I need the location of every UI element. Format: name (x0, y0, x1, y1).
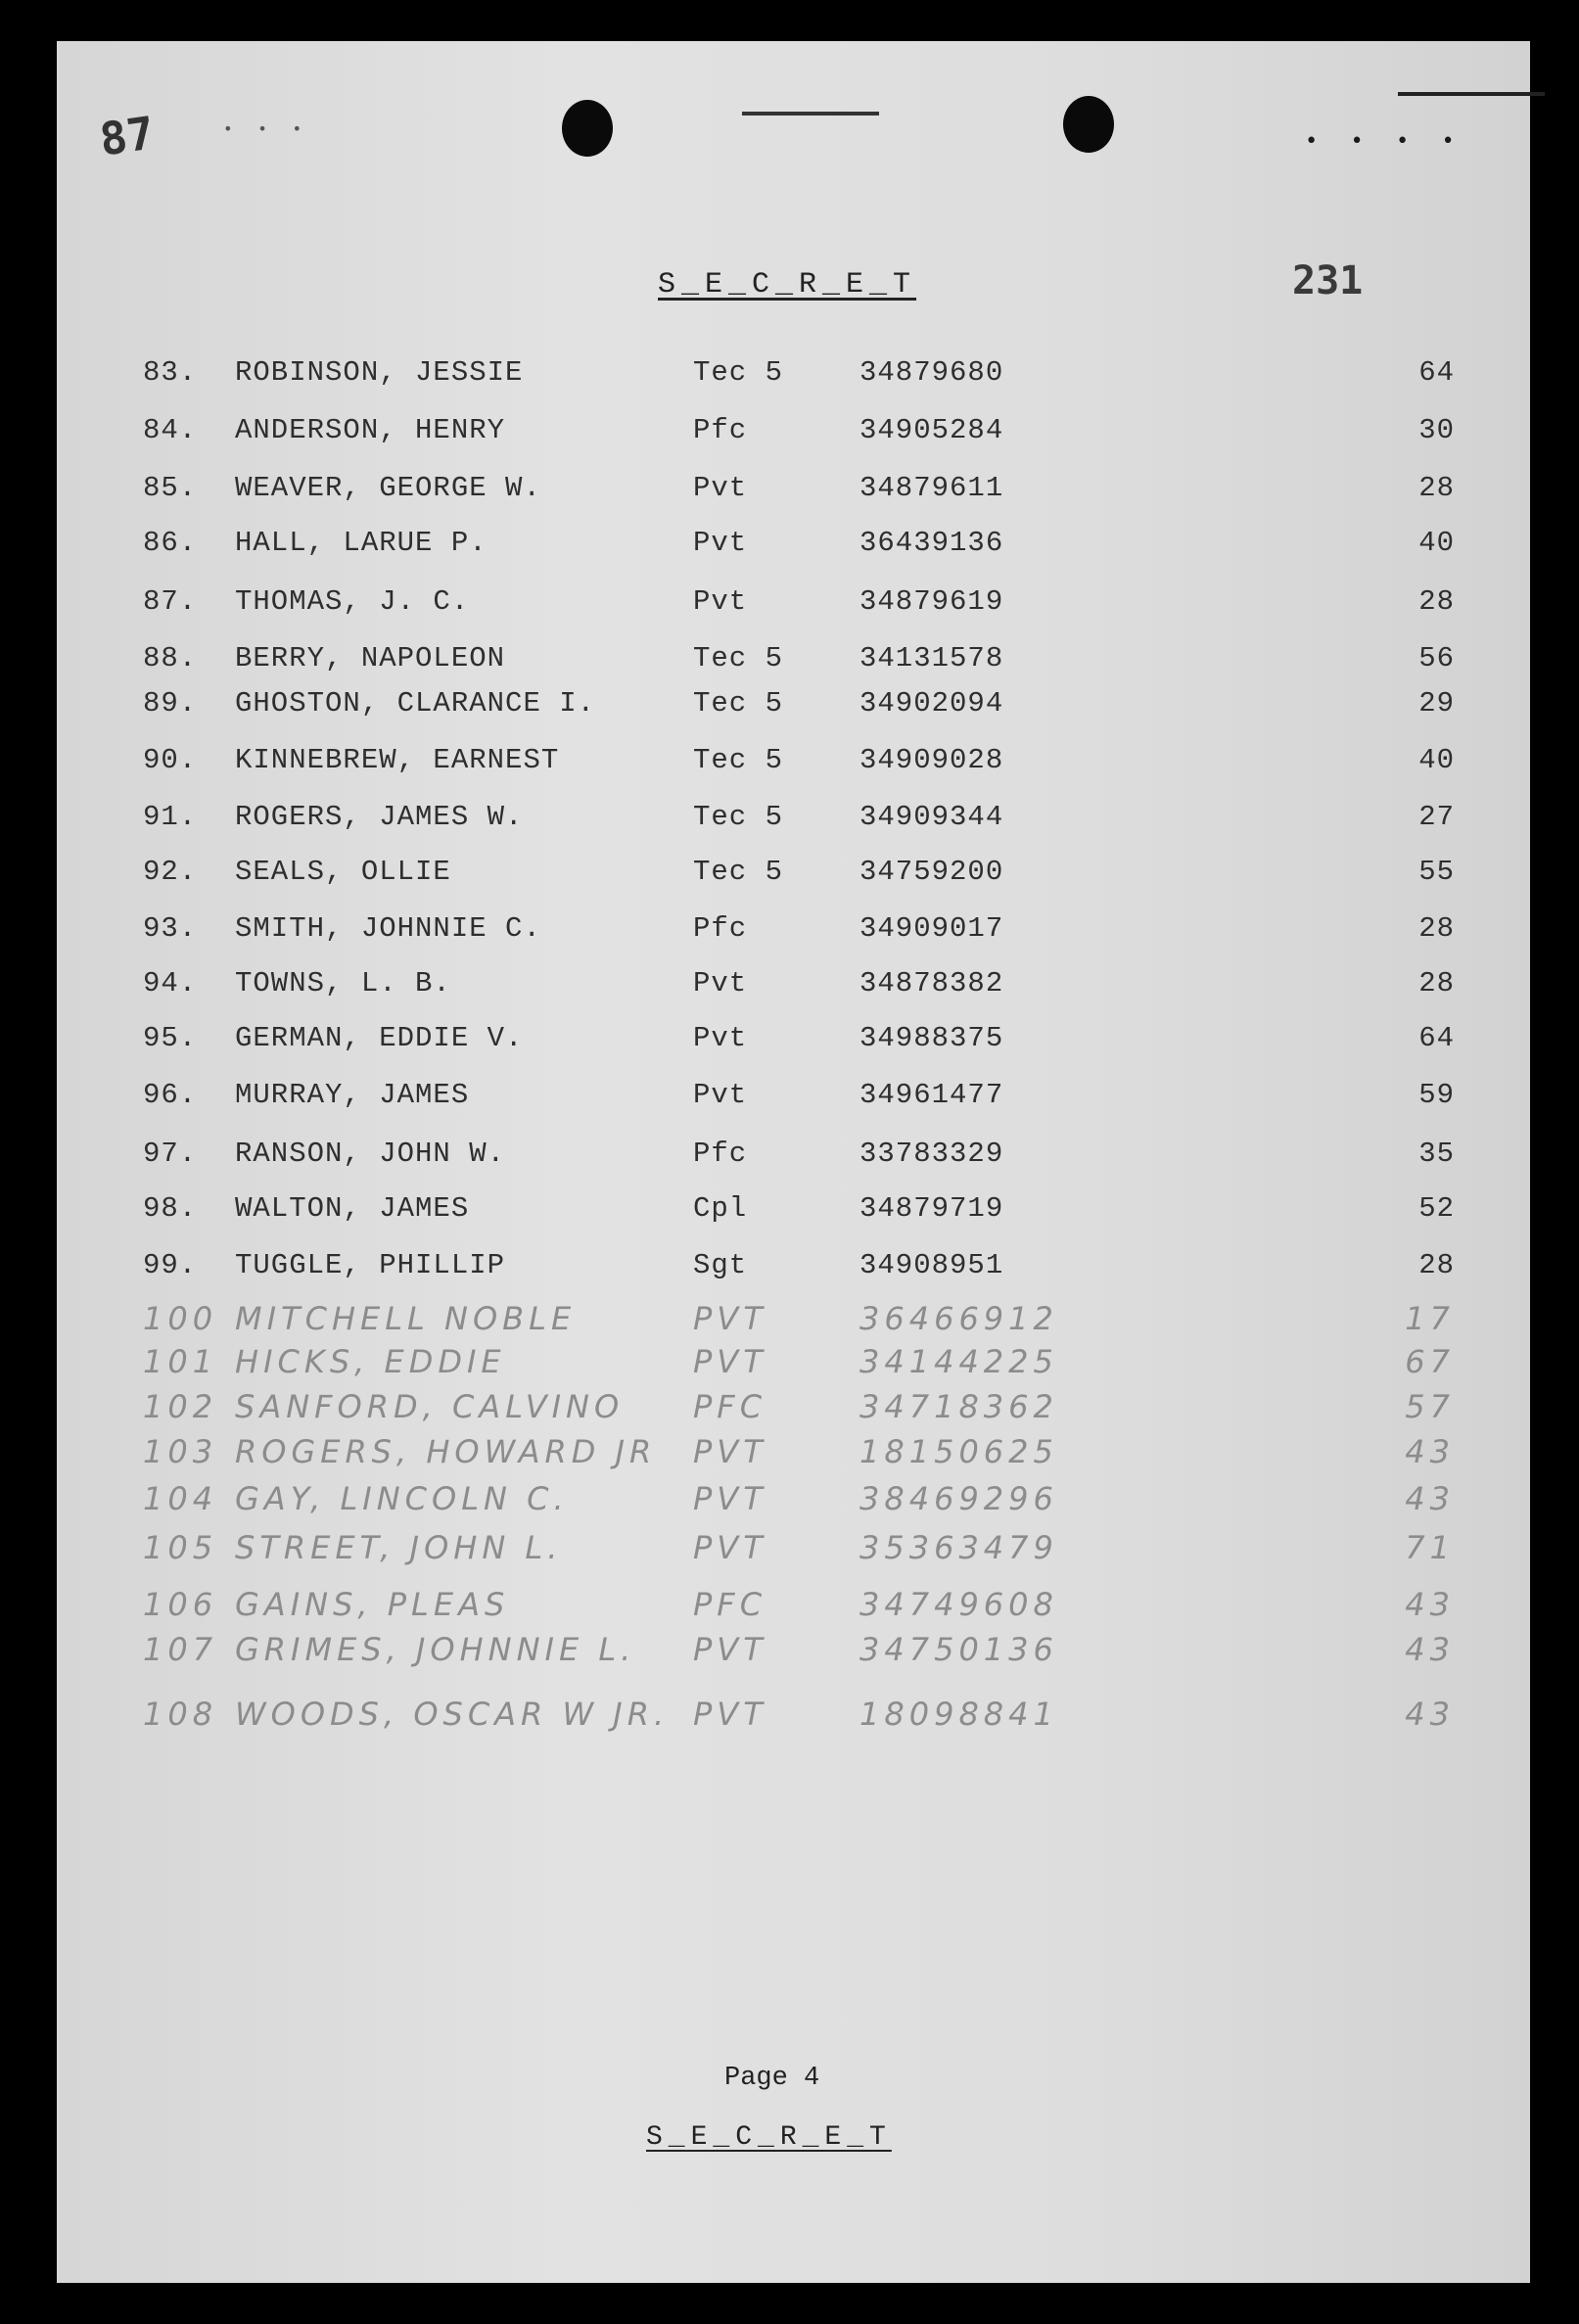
row-grade: PVT (693, 1433, 767, 1470)
row-num: 93. (143, 912, 198, 945)
row-age: 28 (1418, 912, 1455, 945)
row-serial: 34902094 (859, 687, 1004, 720)
row-grade: Tec 5 (693, 356, 784, 389)
row-grade: Pfc (693, 414, 748, 446)
row-grade: Tec 5 (693, 744, 784, 776)
row-num: 86. (143, 527, 198, 559)
typed-roster-row (57, 356, 1530, 405)
row-grade: Tec 5 (693, 856, 784, 888)
row-grade: PVT (693, 1631, 767, 1668)
top-left-dots: • • • (223, 119, 310, 138)
row-serial: 34961477 (859, 1079, 1004, 1111)
row-num: 87. (143, 585, 198, 618)
row-serial: 34905284 (859, 414, 1004, 446)
row-grade: Pvt (693, 1079, 748, 1111)
row-num: 94. (143, 967, 198, 999)
footer-classification: S_E_C_R_E_T (646, 2122, 892, 2153)
row-age: 28 (1418, 967, 1455, 999)
row-serial: 34988375 (859, 1022, 1004, 1054)
typed-roster-row (57, 912, 1530, 961)
row-num: 84. (143, 414, 198, 446)
typed-roster-row (57, 744, 1530, 793)
row-name: GRIMES, JOHNNIE L. (235, 1631, 636, 1668)
row-grade: PFC (693, 1388, 767, 1425)
row-name: WALTON, JAMES (235, 1192, 470, 1225)
row-age: 56 (1418, 642, 1455, 674)
typed-roster-row (57, 1079, 1530, 1128)
row-age: 52 (1418, 1192, 1455, 1225)
row-serial: 34879611 (859, 472, 1004, 504)
row-grade: Pvt (693, 1022, 748, 1054)
handwritten-roster-row (57, 1480, 1530, 1529)
row-age: 43 (1405, 1586, 1455, 1623)
row-serial: 34879719 (859, 1192, 1004, 1225)
row-serial: 36439136 (859, 527, 1004, 559)
typed-roster-row (57, 1022, 1530, 1071)
row-num: 89. (143, 687, 198, 720)
row-serial: 35363479 (859, 1529, 1058, 1566)
handwritten-roster-row (57, 1388, 1530, 1437)
row-num: 101 (143, 1343, 218, 1380)
row-num: 95. (143, 1022, 198, 1054)
typed-roster-row (57, 856, 1530, 905)
row-num: 92. (143, 856, 198, 888)
row-age: 43 (1405, 1433, 1455, 1470)
row-age: 43 (1405, 1696, 1455, 1733)
row-serial: 34718362 (859, 1388, 1058, 1425)
row-name: STREET, JOHN L. (235, 1529, 563, 1566)
row-name: KINNEBREW, EARNEST (235, 744, 560, 776)
row-name: MITCHELL NOBLE (235, 1300, 577, 1337)
row-grade: PVT (693, 1343, 767, 1380)
row-grade: Pvt (693, 967, 748, 999)
row-grade: PVT (693, 1529, 767, 1566)
row-name: TUGGLE, PHILLIP (235, 1249, 506, 1281)
row-grade: Tec 5 (693, 642, 784, 674)
row-num: 85. (143, 472, 198, 504)
typed-roster-row (57, 472, 1530, 521)
row-name: BERRY, NAPOLEON (235, 642, 506, 674)
row-grade: Sgt (693, 1249, 748, 1281)
row-age: 28 (1418, 585, 1455, 618)
row-num: 99. (143, 1249, 198, 1281)
row-age: 40 (1418, 744, 1455, 776)
row-name: SEALS, OLLIE (235, 856, 451, 888)
row-num: 107 (143, 1631, 218, 1668)
row-name: WOODS, OSCAR W JR. (235, 1696, 670, 1733)
row-grade: Tec 5 (693, 687, 784, 720)
row-num: 103 (143, 1433, 218, 1470)
row-age: 29 (1418, 687, 1455, 720)
typed-roster-row (57, 967, 1530, 1016)
row-name: RANSON, JOHN W. (235, 1138, 506, 1170)
row-num: 98. (143, 1192, 198, 1225)
typed-roster-row (57, 414, 1530, 463)
row-age: 43 (1405, 1480, 1455, 1517)
row-num: 105 (143, 1529, 218, 1566)
row-grade: Tec 5 (693, 801, 784, 833)
typed-roster-row (57, 527, 1530, 576)
row-serial: 36466912 (859, 1300, 1058, 1337)
corner-mark: 87 (96, 106, 158, 166)
row-serial: 34908951 (859, 1249, 1004, 1281)
handwritten-roster-row (57, 1696, 1530, 1744)
row-num: 102 (143, 1388, 218, 1425)
row-grade: Pfc (693, 912, 748, 945)
row-age: 35 (1418, 1138, 1455, 1170)
row-grade: PVT (693, 1696, 767, 1733)
row-grade: Cpl (693, 1192, 748, 1225)
handwritten-roster-row (57, 1631, 1530, 1680)
row-age: 64 (1418, 1022, 1455, 1054)
row-age: 67 (1405, 1343, 1455, 1380)
row-num: 90. (143, 744, 198, 776)
row-age: 40 (1418, 527, 1455, 559)
row-serial: 34879680 (859, 356, 1004, 389)
header-classification: S_E_C_R_E_T (658, 268, 917, 302)
document-sheet (57, 41, 1530, 2283)
row-num: 108 (143, 1696, 218, 1733)
row-name: GHOSTON, CLARANCE I. (235, 687, 596, 720)
row-serial: 18150625 (859, 1433, 1058, 1470)
handwritten-roster-row (57, 1433, 1530, 1482)
row-num: 100 (143, 1300, 218, 1337)
row-serial: 34144225 (859, 1343, 1058, 1380)
footer-page-number: Page 4 (724, 2064, 820, 2093)
row-serial: 34759200 (859, 856, 1004, 888)
row-grade: PVT (693, 1300, 767, 1337)
row-name: ANDERSON, HENRY (235, 414, 506, 446)
row-name: MURRAY, JAMES (235, 1079, 470, 1111)
row-name: HALL, LARUE P. (235, 527, 488, 559)
row-age: 17 (1405, 1300, 1455, 1337)
row-age: 28 (1418, 472, 1455, 504)
row-age: 71 (1405, 1529, 1455, 1566)
row-grade: PVT (693, 1480, 767, 1517)
row-num: 88. (143, 642, 198, 674)
row-serial: 34909028 (859, 744, 1004, 776)
row-age: 28 (1418, 1249, 1455, 1281)
row-num: 106 (143, 1586, 218, 1623)
row-num: 97. (143, 1138, 198, 1170)
row-name: HICKS, EDDIE (235, 1343, 506, 1380)
row-serial: 34878382 (859, 967, 1004, 999)
row-serial: 34909344 (859, 801, 1004, 833)
typed-roster-row (57, 1249, 1530, 1298)
handwritten-roster-row (57, 1343, 1530, 1392)
typed-roster-row (57, 687, 1530, 736)
row-name: TOWNS, L. B. (235, 967, 451, 999)
row-name: GAY, LINCOLN C. (235, 1480, 569, 1517)
row-num: 91. (143, 801, 198, 833)
typed-roster-row (57, 1192, 1530, 1241)
row-name: ROBINSON, JESSIE (235, 356, 524, 389)
row-grade: PFC (693, 1586, 767, 1623)
row-age: 43 (1405, 1631, 1455, 1668)
row-serial: 34909017 (859, 912, 1004, 945)
row-grade: Pvt (693, 472, 748, 504)
row-name: THOMAS, J. C. (235, 585, 470, 618)
typed-roster-row (57, 801, 1530, 850)
folio-number: 231 (1292, 258, 1364, 303)
row-name: SMITH, JOHNNIE C. (235, 912, 541, 945)
row-grade: Pvt (693, 585, 748, 618)
row-name: ROGERS, HOWARD JR (235, 1433, 657, 1470)
row-serial: 38469296 (859, 1480, 1058, 1517)
roster-list (57, 41, 1530, 2283)
row-serial: 34750136 (859, 1631, 1058, 1668)
row-num: 83. (143, 356, 198, 389)
row-name: SANFORD, CALVINO (235, 1388, 625, 1425)
handwritten-roster-row (57, 1586, 1530, 1635)
row-serial: 34749608 (859, 1586, 1058, 1623)
row-name: GAINS, PLEAS (235, 1586, 510, 1623)
row-serial: 34131578 (859, 642, 1004, 674)
row-name: ROGERS, JAMES W. (235, 801, 524, 833)
row-serial: 34879619 (859, 585, 1004, 618)
row-age: 59 (1418, 1079, 1455, 1111)
typed-roster-row (57, 1138, 1530, 1186)
typed-roster-row (57, 642, 1530, 691)
row-num: 96. (143, 1079, 198, 1111)
typed-roster-row (57, 585, 1530, 634)
row-age: 64 (1418, 356, 1455, 389)
row-age: 30 (1418, 414, 1455, 446)
row-age: 55 (1418, 856, 1455, 888)
row-age: 27 (1418, 801, 1455, 833)
row-num: 104 (143, 1480, 218, 1517)
row-name: WEAVER, GEORGE W. (235, 472, 541, 504)
row-name: GERMAN, EDDIE V. (235, 1022, 524, 1054)
row-serial: 18098841 (859, 1696, 1058, 1733)
handwritten-roster-row (57, 1529, 1530, 1578)
row-grade: Pvt (693, 527, 748, 559)
row-serial: 33783329 (859, 1138, 1004, 1170)
top-right-dots: • • • • (1305, 129, 1464, 154)
row-grade: Pfc (693, 1138, 748, 1170)
handwritten-roster-row (57, 1300, 1530, 1349)
row-age: 57 (1405, 1388, 1455, 1425)
